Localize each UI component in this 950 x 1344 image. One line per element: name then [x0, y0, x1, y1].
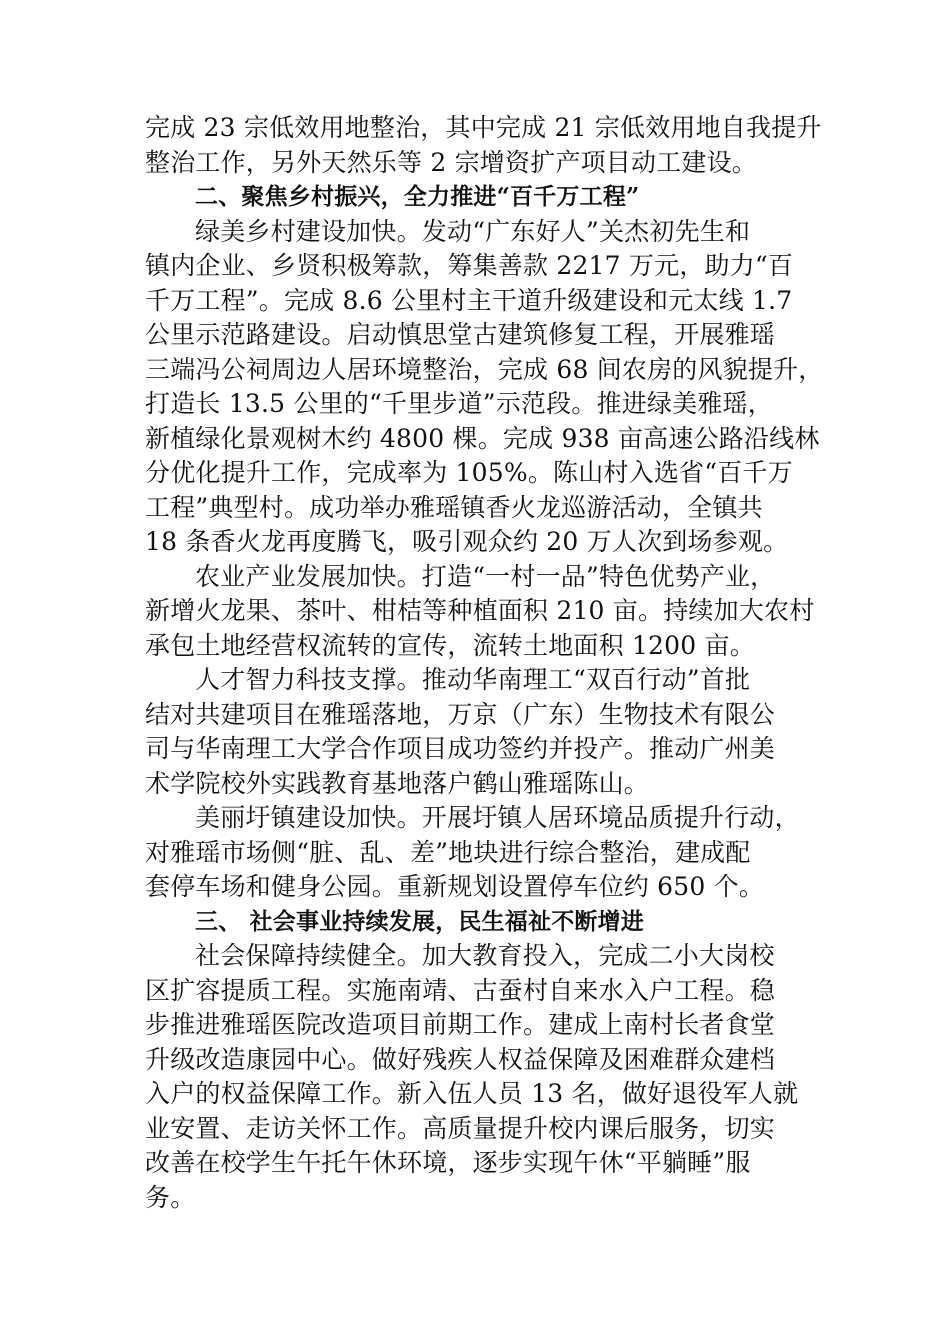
text-line: 分优化提升工作，完成率为 105%。陈山村入选省“百千万 — [145, 458, 793, 487]
text-line: 社会保障持续健全。加大教育投入，完成二小大岗校 — [195, 941, 775, 970]
text-line: 司与华南理工大学合作项目成功签约并投产。推动广州美 — [145, 734, 776, 763]
text-line: 区扩容提质工程。实施南靖、古蚕村自来水入户工程。稳 — [145, 975, 776, 1005]
document-text — [145, 111, 835, 1215]
text-line: 新植绿化景观树木约 4800 棵。完成 938 亩高速公路沿线林 — [145, 423, 820, 453]
text-line: 三端冯公祠周边人居环境整治，完成 68 间农房的风貌提升， — [145, 354, 824, 384]
text-line: 入户的权益保障工作。新入伍人员 13 名，做好退役军人就 — [145, 1079, 799, 1108]
text-line: 升级改造康园中心。做好残疾人权益保障及困难群众建档 — [145, 1044, 776, 1074]
text-line: 人才智力科技支撑。推动华南理工“双百行动”首批 — [195, 665, 751, 694]
section-heading: 三、 社会事业持续发展，民生福祉不断增进 — [195, 907, 645, 935]
text-line: 绿美乡村建设加快。发动“广东好人”关杰初先生和 — [195, 216, 751, 246]
text-line: 对雅瑶市场侧“脏、乱、差”地块进行综合整治，建成配 — [145, 837, 751, 867]
text-line: 改善在校学生午托午休环境，逐步实现午休“平躺睡”服 — [145, 1148, 751, 1177]
text-line: 新增火龙果、茶叶、柑桔等种植面积 210 亩。持续加大农村 — [145, 596, 815, 625]
text-line: 镇内企业、乡贤积极筹款，筹集善款 2217 万元，助力“百 — [145, 251, 794, 280]
text-line: 步推进雅瑶医院改造项目前期工作。建成上南村长者食堂 — [145, 1010, 776, 1039]
document-body — [145, 111, 835, 1215]
text-line: 承包土地经营权流转的宣传，流转土地面积 1200 亩。 — [145, 630, 755, 660]
text-line: 业安置、走访关怀工作。高质量提升校内课后服务，切实 — [145, 1113, 776, 1143]
text-line: 结对共建项目在雅瑶落地，万京（广东）生物技术有限公 — [145, 699, 776, 729]
text-line: 务。 — [145, 1182, 196, 1212]
text-line: 整治工作，另外天然乐等 2 宗增资扩产项目动工建设。 — [145, 147, 758, 177]
section-heading: 二、聚焦乡村振兴，全力推进“百千万工程” — [195, 183, 640, 210]
text-line: 千万工程”。完成 8.6 公里村主干道升级建设和元太线 1.7 — [145, 285, 793, 315]
text-line: 打造长 13.5 公里的“千里步道”示范段。推进绿美雅瑶， — [145, 389, 773, 418]
text-line: 18 条香火龙再度腾飞，吸引观众约 20 万人次到场参观。 — [145, 527, 789, 556]
text-line: 套停车场和健身公园。重新规划设置停车位约 650 个。 — [145, 872, 765, 901]
text-line: 公里示范路建设。启动慎思堂古建筑修复工程，开展雅瑶 — [145, 320, 776, 349]
text-line: 农业产业发展加快。打造“一村一品”特色优势产业， — [195, 561, 776, 591]
text-line: 术学院校外实践教育基地落户鹤山雅瑶陈山。 — [145, 768, 650, 798]
text-line: 完成 23 宗低效用地整治，其中完成 21 宗低效用地自我提升 — [145, 113, 822, 142]
text-line: 美丽圩镇建设加快。开展圩镇人居环境品质提升行动， — [195, 803, 800, 832]
text-line: 工程”典型村。成功举办雅瑶镇香火龙巡游活动，全镇共 — [145, 492, 763, 522]
